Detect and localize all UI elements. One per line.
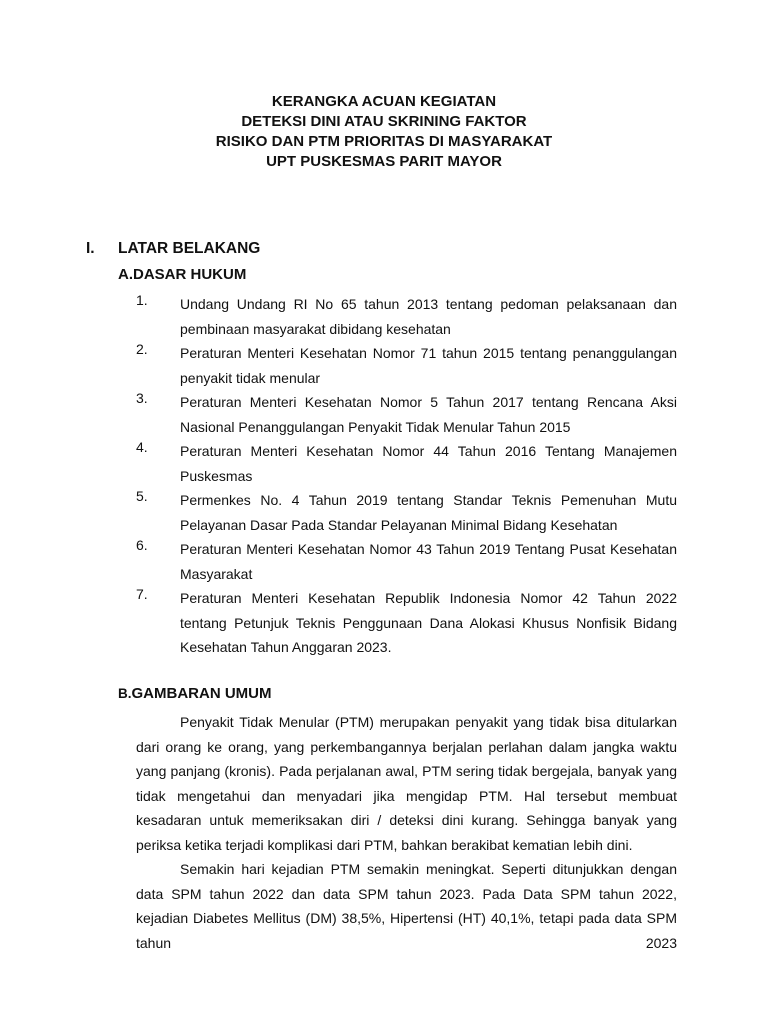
title-line-4: UPT PUSKESMAS PARIT MAYOR <box>266 153 502 170</box>
subsection-b-title: GAMBARAN UMUM <box>131 685 272 702</box>
list-item-number: 2. <box>136 341 148 357</box>
list-item-number: 7. <box>136 586 148 602</box>
list-item-text: Permenkes No. 4 Tahun 2019 tentang Standar Teknis Pemenuhan Mutu Pelayanan Dasar Pada Standar Pelayanan Minimal Bidang Kesehatan <box>180 492 677 533</box>
list-item <box>0 439 768 488</box>
list-item <box>0 390 768 439</box>
list-item-number: 4. <box>136 439 148 455</box>
list-item-number: 5. <box>136 488 148 504</box>
list-item-text: Peraturan Menteri Kesehatan Nomor 71 tahun 2015 tentang penanggulangan penyakit tidak menular <box>180 345 677 386</box>
list-item <box>0 488 768 537</box>
overview-paragraph-2: Semakin hari kejadian PTM semakin meningkat. Seperti ditunjukkan dengan data SPM tahun 2022 dan data SPM tahun 2023. Pada Data SPM tahun 2022, kejadian Diabetes Mellitus (DM) 38,5%, Hipertensi (HT) 40,1%, tetapi pada data SPM tahun 2023 <box>136 861 677 951</box>
section-title: LATAR BELAKANG <box>118 240 261 257</box>
list-item <box>0 341 768 390</box>
subsection-a-prefix: A. <box>118 266 133 283</box>
list-item <box>0 537 768 586</box>
overview-body <box>136 710 677 955</box>
title-line-3: RISIKO DAN PTM PRIORITAS DI MASYARAKAT <box>215 133 553 150</box>
overview-paragraph-1: Penyakit Tidak Menular (PTM) merupakan penyakit yang tidak bisa ditularkan dari orang ke orang, yang perkembangannya berjalan perlahan dalam jangka waktu yang panjang (kronis). Pada perjalanan awal, PTM sering tidak bergejala, banyak yang tidak mengetahui dan menyadari jika mengidap PTM. Hal tersebut membuat kesadaran untuk memeriksakan diri / deteksi dini kurang. Sehingga banyak yang periksa ketika terjadi komplikasi dari PTM, bahkan berakibat kematian lebih dini. <box>136 714 677 853</box>
subsection-a-heading <box>118 266 246 283</box>
subsection-b-prefix: B. <box>118 686 132 701</box>
list-item-number: 6. <box>136 537 148 553</box>
subsection-a-title: DASAR HUKUM <box>133 266 247 283</box>
subsection-b-heading <box>118 685 271 702</box>
list-item-text: Undang Undang RI No 65 tahun 2013 tentang pedoman pelaksanaan dan pembinaan masyarakat dibidang kesehatan <box>180 296 677 337</box>
list-item <box>0 292 768 341</box>
list-item-text: Peraturan Menteri Kesehatan Nomor 5 Tahun 2017 tentang Rencana Aksi Nasional Penanggulangan Penyakit Tidak Menular Tahun 2015 <box>180 394 677 435</box>
list-item-text: Peraturan Menteri Kesehatan Nomor 44 Tahun 2016 Tentang Manajemen Puskesmas <box>180 443 677 484</box>
list-item-text: Peraturan Menteri Kesehatan Nomor 43 Tahun 2019 Tentang Pusat Kesehatan Masyarakat <box>180 541 677 582</box>
title-line-1: KERANGKA ACUAN KEGIATAN <box>271 93 497 110</box>
list-item-number: 1. <box>136 292 148 308</box>
section-number: I. <box>86 240 95 257</box>
document-title <box>0 92 768 172</box>
title-line-2: DETEKSI DINI ATAU SKRINING FAKTOR <box>241 113 527 130</box>
legal-basis-list <box>0 292 768 660</box>
list-item <box>0 586 768 660</box>
list-item-text: Peraturan Menteri Kesehatan Republik Indonesia Nomor 42 Tahun 2022 tentang Petunjuk Teknis Penggunaan Dana Alokasi Khusus Nonfisik Bidang Kesehatan Tahun Anggaran 2023. <box>180 590 677 655</box>
list-item-number: 3. <box>136 390 148 406</box>
